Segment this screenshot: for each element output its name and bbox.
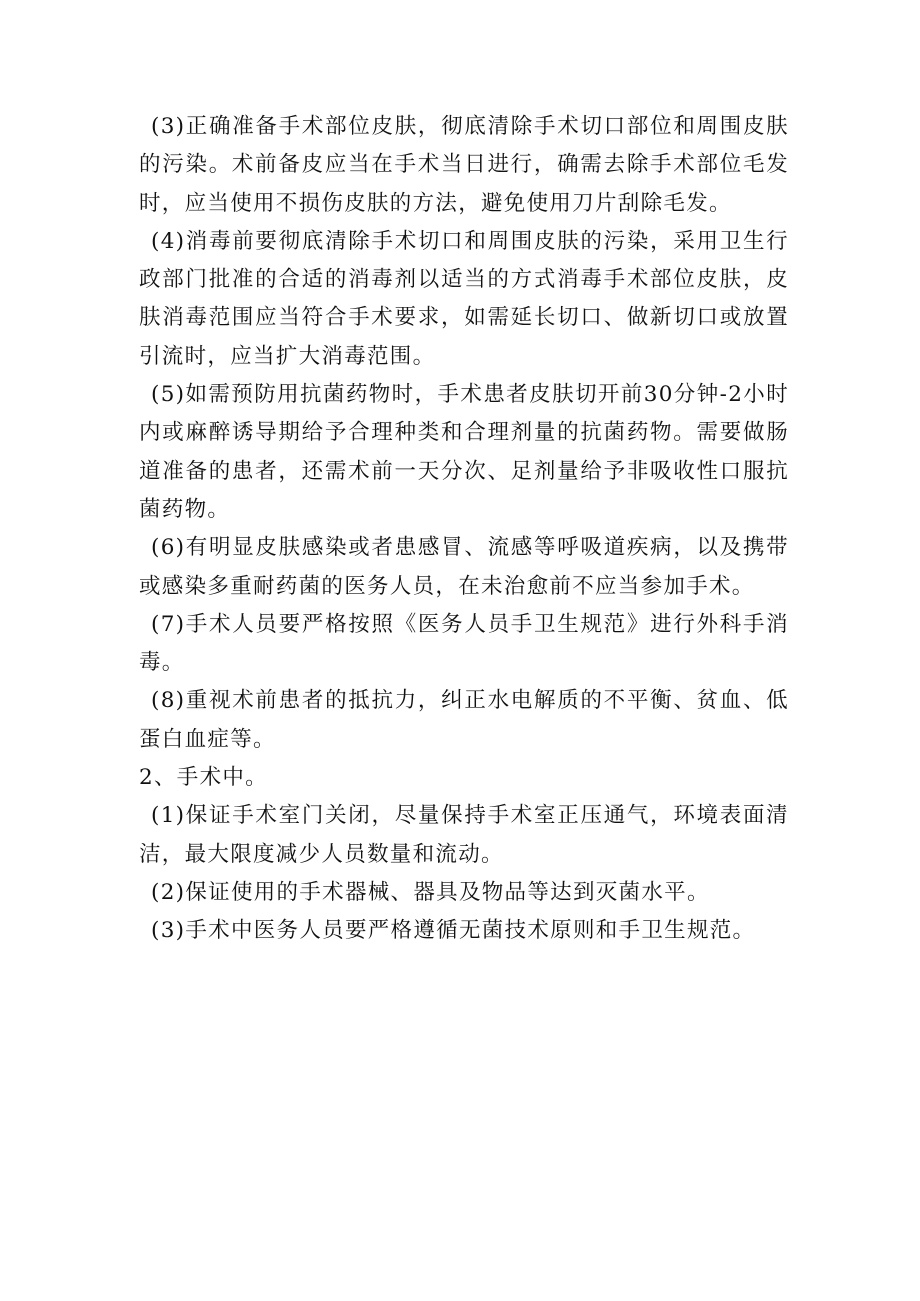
section-heading-during-surgery: 2、手术中。 xyxy=(139,765,268,791)
paragraph-item-3-skin-prep: (3)正确准备手术部位皮肤，彻底清除手术切口部位和周围皮肤的污染。术前备皮应当在手术当日进行，确需去除手术部位毛发时，应当使用不损伤皮肤的方法，避免使用刀片刮除毛发。 xyxy=(139,114,789,216)
paragraph-item-4-disinfection: (4)消毒前要彻底清除手术切口和周围皮肤的污染，采用卫生行政部门批准的合适的消毒剂以适当的方式消毒手术部位皮肤，皮肤消毒范围应当符合手术要求，如需延长切口、做新切口或放置引流时，应当扩大消毒范围。 xyxy=(139,228,789,369)
paragraph-item-5-antibiotics: (5)如需预防用抗菌药物时，手术患者皮肤切开前30分钟-2小时内或麻醉诱导期给予合理种类和合理剂量的抗菌药物。需要做肠道准备的患者，还需术前一天分次、足剂量给予非吸收性口服抗菌药物。 xyxy=(139,382,789,522)
document-body xyxy=(139,108,789,951)
paragraph-item-2-sterile-instruments: (2)保证使用的手术器械、器具及物品等达到灭菌水平。 xyxy=(151,879,710,905)
paragraph-item-7-hand-disinfection: (7)手术人员要严格按照《医务人员手卫生规范》进行外科手消毒。 xyxy=(139,611,789,676)
paragraph-item-6-staff-infection: (6)有明显皮肤感染或者患感冒、流感等呼吸道疾病，以及携带或感染多重耐药菌的医务人员，在未治愈前不应当参加手术。 xyxy=(139,535,789,599)
paragraph-item-3-aseptic-technique: (3)手术中医务人员要严格遵循无菌技术原则和手卫生规范。 xyxy=(151,918,756,944)
paragraph-item-8-patient-resistance: (8)重视术前患者的抵抗力，纠正水电解质的不平衡、贫血、低蛋白血症等。 xyxy=(139,688,789,752)
paragraph-item-1-operating-room: (1)保证手术室门关闭，尽量保持手术室正压通气，环境表面清洁，最大限度减少人员数量和流动。 xyxy=(139,803,789,867)
